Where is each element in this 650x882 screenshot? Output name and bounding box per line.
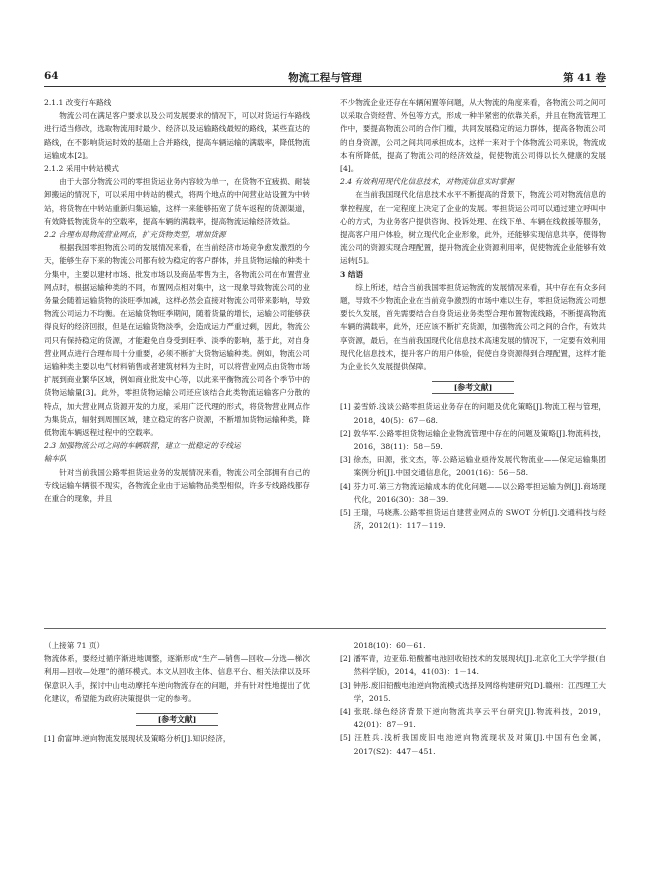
lower-left-column bbox=[44, 639, 310, 745]
section-heading: 2.3 加强物流公司之间的车辆联营，建立一批稳定的专线运 bbox=[44, 441, 241, 451]
reference-item: [3] 钟彤.废旧铅酸电池逆向物流模式选择及网络构建研究[D].赣州：江西理工大学，2015. bbox=[340, 680, 606, 703]
right-column-body bbox=[340, 96, 606, 373]
section-heading: 2.1.2 采用中转站模式 bbox=[44, 164, 119, 174]
paragraph: 针对当前我国公路零担货运业务的发展情况来看，物流公司全部拥有自己的专线运输车辆很不现实，各物流企业由于运输物品类型相似，许多专线路线都存在重合的现象，并且 bbox=[44, 467, 310, 504]
paragraph: 物流公司在满足客户要求以及公司发展要求的情况下，可以对货运行车路线进行适当修改，选取物流用时最少、经济以及运输路线最短的路线，某些直达的路线，在不影响货运时效的基础上合并路线，提高车辆运输的满载率，降低物流运输成本[2]。 bbox=[44, 111, 310, 160]
running-header bbox=[44, 68, 606, 87]
references-list bbox=[340, 400, 606, 532]
continued-note: （上接第 71 页） bbox=[44, 641, 105, 650]
reference-item: 2018(10)：60－61. bbox=[353, 641, 426, 650]
reference-item: [4] 张珉.绿色经济背景下逆向物流共享云平台研究[J].物流科技，2019，42(01)：87－91. bbox=[340, 707, 606, 730]
reference-item: [2] 敦华军.公路零担货物运输企业物流管理中存在的问题及策略[J].物流科技，2016，38(11)：58－59. bbox=[340, 428, 606, 452]
volume-label: 第 41 卷 bbox=[563, 72, 606, 84]
section-divider bbox=[44, 628, 606, 629]
right-column bbox=[340, 96, 606, 533]
reference-item: [4] 芬力可.第三方物流运输成本的优化问题——以公路零担运输为例[J].商场现代化，2016(30)：38－39. bbox=[340, 481, 606, 504]
reference-item: [2] 潘军青，边亚茹.铅酸蓄电池回收铅技术的发展现状[J].北京化工大学学报(自然科学版)，2014，41(03)：1－14. bbox=[340, 654, 606, 677]
reference-item: [3] 徐杰，田源，张文杰，等.公路运输业亟待发展代物流业——保定运输集团案例分析[J].中国交通信息化，2001(16)：56－58. bbox=[340, 455, 606, 478]
paragraph: 综上所述，结合当前我国零担货运物流的发展情况来看，其中存在有众多问题，导致不少物流企业在当前竞争激烈的市场中难以生存，零担货运物流公司想要长久发展，首先需要结合自身货运业务类型合理布置物流线路，不断提高物流车辆的满载率，此外，还应该不断扩充货源，加强物流公司之间的合作，有效共享资源，最后，在当前我国现代化信息技术高速发展的情况下，一定要有效利用现代化信息技术，提升客户的用户体验，促使自身资源得到合理配置，这样才能为企业长久发展提供保障。 bbox=[340, 282, 606, 372]
lower-left-references bbox=[44, 732, 310, 745]
lower-right-references bbox=[340, 639, 606, 758]
paragraph: 不少物流企业还存在车辆闲置等问题，从大物流的角度来看，各物流公司之间可以采取合资经营、外包等方式，形成一种半紧密的依靠关系，并且在物流管理工作中，要提高物流公司的合作门槛，共同发展稳定的运力群体，提高各物流公司的自身资源，公司之间共同承担成本，这样一来对于个体物流公司来说，物流成本有所降低，提高了物流公司的经济效益，促使物流公司得以长久健康的发展[4]。 bbox=[340, 98, 606, 174]
journal-title: 物流工程与管理 bbox=[288, 72, 362, 84]
paragraph: 根据我国零担物流公司的发展情况来看，在当前经济市场竞争愈发激烈的今天，能够生存下来的物流公司都有较为稳定的客户群体，并且货物运输的种类十分集中，主要以建材市场、批发市场以及商品零售为主，各物流公司在布置营业网点时，根据运输种类的不同，布置网点相对集中，这一现象导致物流公司的业务量会随着运输货物的淡旺季加减，这样必然会直接对物流公司带来影响，导致物流公司运力不均衡。在运输货物旺季期间，随着货量的增长，运输公司能够获得良好的经济回报，但是在运输货物淡季，会造成运力严重过剩，因此，物流公司只有保持稳定的货源，才能避免自身受到旺季、淡季的影响，基于此，对自身营业网点进行合理布局十分重要，必须不断扩大货物运输种类。例如，物流公司运输种类主要以电气材料销售或者建筑材料为主时，可以将营业网点由货物市场扩展到商业繁华区域，例如商业批发中心等，以此来平衡物流公司各个季节中的货物运输量[3]。此外，零担货物运输公司还应该结合此类物流运输客户分散的特点，加大营业网点货源开发的力度，采用广泛代理的形式，将货物营业网点作为集货点，辐射到周围区域，建立稳定的客户资源，不断增加货物运输种类，降低物流车辆返程过程中的空载率。 bbox=[44, 243, 310, 438]
left-column bbox=[44, 96, 310, 505]
references-heading: [参考文献] bbox=[340, 381, 606, 394]
reference-item: [5] 汪胜兵.浅析我国废旧电池逆向物流现状及对策[J].中国有色金属，2017(S2)：447－451. bbox=[340, 733, 606, 756]
section-heading: 3 结语 bbox=[340, 269, 364, 279]
continued-paragraph: 物流体系，要经过循序渐进地调整，逐渐形成“生产—销售—回收—分选—梯次利用—回收—处理”的循环模式。本文从回收主体、信息平台、相关法律以及环保意识入手，探讨中山电动摩托车逆向物流存在的问题，并有针对性地提出了优化建议，希望能为政府决策提供一定的参考。 bbox=[44, 654, 310, 703]
reference-item: [1] 姜雪娇.浅谈公路零担货运业务存在的问题及优化策略[J].物流工程与管理，2018，40(5)：67－68. bbox=[340, 402, 606, 425]
paragraph: 由于大部分物流公司的零担货运业务内容较为单一，在货物不宜疲损、耐装卸搬运的情况下，可以采用中转站的模式，将两个地点的中间营业站设置为中转站，将货物在中转站重新归集运输，这样一来能够拓宽了货车返程的货源渠道，有效降低物流货车的空载率，提高车辆的满载率，提高物流运输经济效益。 bbox=[44, 177, 310, 226]
paragraph: 在当前我国现代化信息技术水平不断提高的背景下，物流公司对物流信息的掌控程度，在一定程度上决定了企业的发展。零担货运公司可以通过建立呼叫中心的方式，为业务客户提供咨询、投诉处理、在线下单、车辆在线救援等服务，提高客户用户体验，树立现代化企业形象，此外，还能够实现信息共享，使得物流公司的资源实现合理配置，提升物流企业资源利用率，促使物流企业能够有效运转[5]。 bbox=[340, 190, 606, 266]
reference-item: [5] 王瑞，马晓燕.公路零担货运自建营业网点的 SWOT 分析[J].交通科技与经济，2012(1)：117－119. bbox=[340, 508, 606, 531]
lower-references-heading: [参考文献] bbox=[44, 713, 310, 726]
section-heading: 2.4 有效利用现代化信息技术，对物流信息实时掌握 bbox=[340, 177, 514, 187]
page-number: 64 bbox=[44, 70, 59, 82]
section-heading: 输车队 bbox=[44, 454, 67, 464]
reference-item: [1] 俞富坤.逆向物流发展现状及策略分析[J].知识经济， bbox=[44, 734, 231, 744]
section-heading: 2.1.1 改变行车路线 bbox=[44, 98, 112, 107]
section-heading: 2.2 合理布局物流营业网点，扩充货物类型，增加货源 bbox=[44, 230, 226, 240]
